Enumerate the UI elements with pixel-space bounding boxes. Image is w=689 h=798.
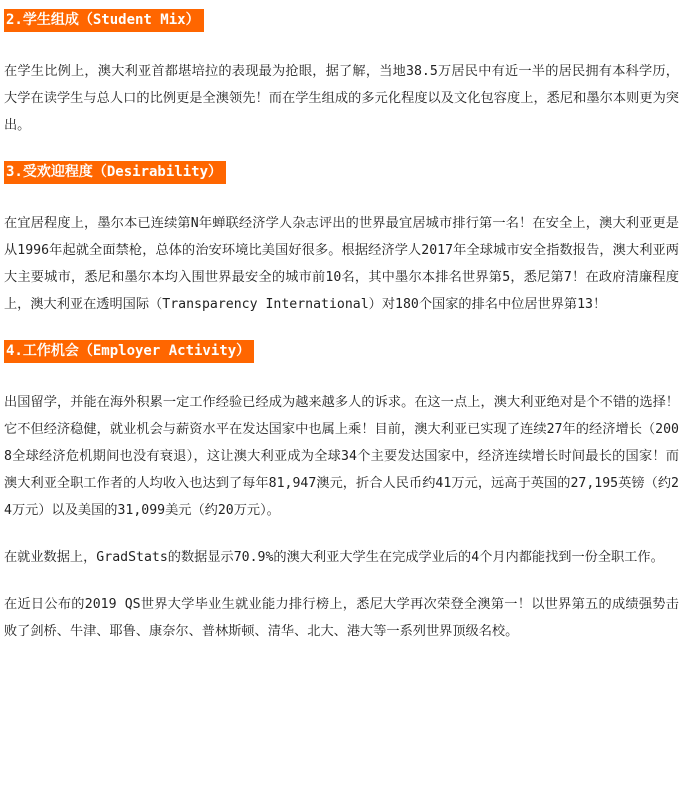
section-heading-student-mix: 2.学生组成（Student Mix） [4, 9, 204, 32]
section-heading-desirability: 3.受欢迎程度（Desirability） [4, 161, 226, 184]
paragraph-desirability: 在宜居程度上，墨尔本已连续第N年蝉联经济学人杂志评出的世界最宜居城市排行第一名！在安全上，澳大利亚更是从1996年起就全面禁枪，总体的治安环境比美国好很多。根据经济学人2017年全球城市安全指数报告，澳大利亚两大主要城市，悉尼和墨尔本均入围世界最安全的城市前10名，其中墨尔本排名世界第5，悉尼第7！在政府清廉程度上，澳大利亚在透明国际（Transparency International）对180个国家的排名中位居世界第13！ [4, 216, 679, 312]
paragraph-employer-activity-1: 出国留学，并能在海外积累一定工作经验已经成为越来越多人的诉求。在这一点上，澳大利亚绝对是个不错的选择！它不但经济稳健，就业机会与薪资水平在发达国家中也属上乘！目前，澳大利亚已实现了连续27年的经济增长（2008全球经济危机期间也没有衰退），这让澳大利亚成为全球34个主要发达国家中，经济连续增长时间最长的国家！而澳大利亚全职工作者的人均收入也达到了每年81,947澳元，折合人民币约41万元，远高于英国的27,195英镑（约24万元）以及美国的31,099美元（约20万元）。 [4, 395, 679, 518]
paragraph-student-mix: 在学生比例上，澳大利亚首都堪培拉的表现最为抢眼，据了解，当地38.5万居民中有近一半的居民拥有本科学历，大学在读学生与总人口的比例更是全澳领先！而在学生组成的多元化程度以及文化包容度上，悉尼和墨尔本则更为突出。 [4, 64, 679, 133]
paragraph-employer-activity-2: 在就业数据上，GradStats的数据显示70.9%的澳大利亚大学生在完成学业后的4个月内都能找到一份全职工作。 [4, 550, 664, 565]
section-student-mix [4, 9, 679, 139]
section-heading-employer-activity: 4.工作机会（Employer Activity） [4, 340, 254, 363]
section-employer-activity [4, 340, 679, 645]
paragraph-employer-activity-3: 在近日公布的2019 QS世界大学毕业生就业能力排行榜上，悉尼大学再次荣登全澳第一！以世界第五的成绩强势击败了剑桥、牛津、耶鲁、康奈尔、普林斯顿、清华、北大、港大等一系列世界顶级名校。 [4, 597, 679, 639]
section-desirability [4, 161, 679, 318]
